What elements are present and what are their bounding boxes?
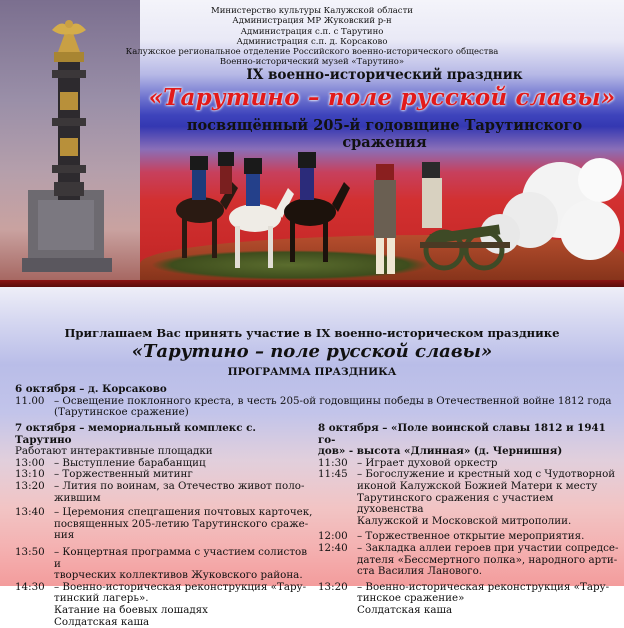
schedule-item <box>318 543 620 578</box>
event-line: – Торжественное открытие мероприятия. <box>357 531 620 543</box>
event-line: Тарутинского сражения с участием духовенства <box>357 493 620 516</box>
event-time: 12:00 <box>318 531 357 543</box>
event-time: 11:45 <box>318 469 357 527</box>
event-time: 11.00 <box>15 396 54 408</box>
event-time: 12:40 <box>318 543 357 578</box>
schedule-item <box>15 582 315 628</box>
event-line: – Выступление барабанщиц <box>54 458 315 470</box>
event-desc <box>357 582 620 617</box>
event-time: 13:00 <box>15 458 54 470</box>
event-line: тинский лагерь». <box>54 593 315 605</box>
event-line: ста Василия Ланового. <box>357 566 620 578</box>
organizer-line: Калужское региональное отделение Российского военно-исторического общества <box>0 47 624 57</box>
event-line: – Лития по воинам, за Отечество живот поло- <box>54 481 315 493</box>
schedule-item <box>318 582 620 617</box>
organizer-line: Администрация с.п. с Тарутино <box>0 27 624 37</box>
day3-title-line: дов» - высота «Длинная» (д. Чернишня) <box>318 446 620 458</box>
event-time: 11:30 <box>318 458 357 470</box>
event-desc <box>54 481 315 504</box>
dedication: посвящённый 205-й годовщине Тарутинского сражения <box>145 117 624 151</box>
event-line: посвященных 205-летию Тарутинского сраже- <box>54 519 315 531</box>
event-line: – Богослужение и крестный ход с Чудотворной <box>357 469 620 481</box>
cannon-image <box>360 150 624 280</box>
day2-title: 7 октября – мемориальный комплекс с. Тарутино <box>15 423 315 446</box>
day3-title-line: 8 октября – «Поле воинской славы 1812 и 1941 го- <box>318 423 620 446</box>
event-line: дателя «Бессмертного полка», народного арти- <box>357 555 620 567</box>
event-line: ния <box>54 530 315 542</box>
event-line: творческих коллективов Жуковского района. <box>54 570 315 582</box>
festival-line: IX военно-исторический праздник <box>145 67 624 83</box>
event-line: Солдатская каша <box>54 617 315 628</box>
event-line: иконой Калужской Божией Матери к месту <box>357 481 620 493</box>
banner-bottom-edge <box>0 280 624 287</box>
event-line: жившим <box>54 493 315 505</box>
day1-title: 6 октября – д. Корсаково <box>15 384 619 396</box>
day2-section <box>15 423 315 628</box>
event-line: – Военно-историческая реконструкция «Тару- <box>54 582 315 594</box>
event-line: – Церемония спецгашения почтовых карточек, <box>54 507 315 519</box>
event-time: 13:50 <box>15 547 54 582</box>
schedule-item <box>15 481 315 504</box>
event-line: – Закладка аллеи героев при участии сопредсе- <box>357 543 620 555</box>
event-desc <box>54 507 315 542</box>
event-desc <box>54 582 315 628</box>
event-line: Калужской и Московской митрополии. <box>357 516 620 528</box>
organizers-block <box>0 6 624 68</box>
event-time: 13:40 <box>15 507 54 542</box>
invitation-festival-name: «Тарутино – поле русской славы» <box>0 341 624 362</box>
event-line: Солдатская каша <box>357 605 620 617</box>
event-line: (Тарутинское сражение) <box>54 407 619 419</box>
schedule-item <box>15 507 315 542</box>
event-desc <box>357 469 620 527</box>
event-line: – Концертная программа с участием солистов и <box>54 547 315 570</box>
organizer-line: Военно-исторический музей «Тарутино» <box>0 57 624 67</box>
event-line: – Играет духовой оркестр <box>357 458 620 470</box>
event-time: 14:30 <box>15 582 54 628</box>
header-banner <box>0 0 624 287</box>
event-time: 13:20 <box>15 481 54 504</box>
festival-name: «Тарутино – поле русской славы» <box>140 84 624 111</box>
event-line: Катание на боевых лошадях <box>54 605 315 617</box>
day3-section <box>318 423 620 617</box>
event-line: тинское сражение» <box>357 593 620 605</box>
event-time: 13:20 <box>318 582 357 617</box>
program-title: ПРОГРАММА ПРАЗДНИКА <box>0 366 624 378</box>
event-line: – Торжественный митинг <box>54 469 315 481</box>
event-time: 13:10 <box>15 469 54 481</box>
schedule-item <box>318 469 620 527</box>
invitation-line: Приглашаем Вас принять участие в IX военно-историческом празднике <box>0 326 624 340</box>
day2-intro: Работают интерактивные площадки <box>15 446 315 458</box>
schedule-item <box>15 547 315 582</box>
schedule-item-cont <box>15 407 619 419</box>
event-line: – Освещение поклонного креста, в честь 205-ой годовщины победы в Отечественной войне 1812 года <box>54 396 619 408</box>
event-desc <box>54 547 315 582</box>
organizer-line: Администрация с.п. д. Корсаково <box>0 37 624 47</box>
organizer-line: Администрация МР Жуковский р-н <box>0 16 624 26</box>
event-desc <box>357 543 620 578</box>
day1-section <box>15 384 619 419</box>
organizer-line: Министерство культуры Калужской области <box>0 6 624 16</box>
event-line: – Военно-историческая реконструкция «Тару- <box>357 582 620 594</box>
cavalry-image <box>160 140 370 275</box>
